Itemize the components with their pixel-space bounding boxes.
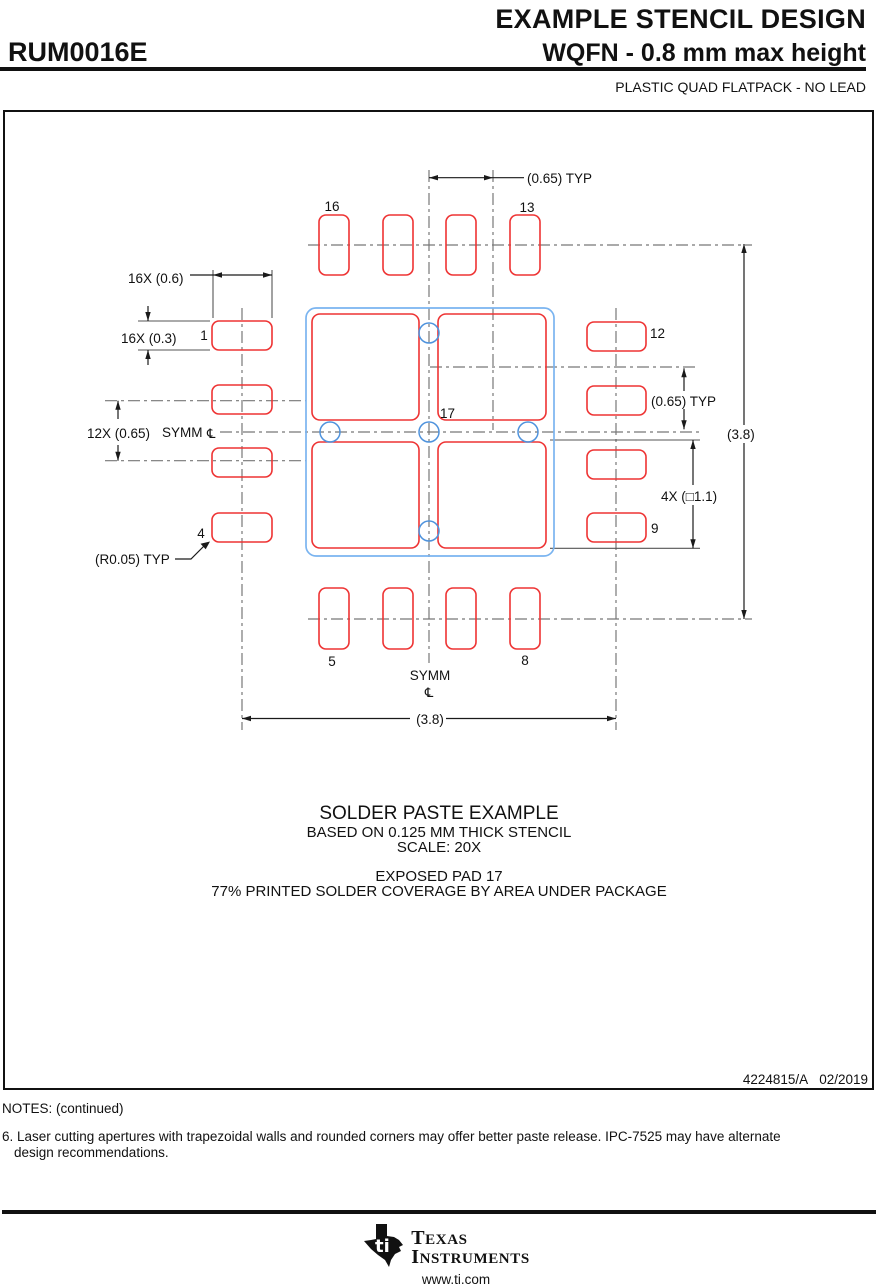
dim-pitch-top: (0.65) TYP [527, 171, 593, 186]
dim-corner-radius: (R0.05) TYP [95, 552, 170, 567]
footer-divider [2, 1210, 876, 1214]
caption-scale: SCALE: 20X [396, 839, 482, 856]
pin-label-4: 4 [197, 526, 205, 541]
pin-label-17: 17 [440, 406, 456, 421]
dim-body-width: (3.8) [416, 712, 444, 727]
ti-logo [0, 1224, 878, 1268]
texas-map-icon [364, 1224, 404, 1268]
dim-body-height: (3.8) [727, 427, 755, 442]
part-number: RUM0016E [8, 37, 148, 67]
note-6-line-1: 6. Laser cutting apertures with trapezoidal walls and rounded corners may offer better paste release. IPC-7525 may have alternate [2, 1129, 781, 1144]
symm-label-left: SYMM [162, 425, 203, 440]
centerline-symbol-left: ℄ [207, 427, 216, 442]
dim-pitch-right: (0.65) TYP [651, 394, 717, 409]
caption-exposed-pad: EXPOSED PAD 17 [375, 868, 503, 885]
caption-stencil-thickness: BASED ON 0.125 MM THICK STENCIL [306, 824, 572, 841]
package-height-subtitle: WQFN - 0.8 mm max height [542, 39, 866, 67]
svg-text:ti: ti [375, 1236, 390, 1257]
dim-pad-width: 16X (0.6) [128, 271, 184, 286]
caption-coverage: 77% PRINTED SOLDER COVERAGE BY AREA UNDER PACKAGE [211, 883, 667, 900]
pin-label-9: 9 [651, 521, 659, 536]
pin-label-5: 5 [328, 654, 336, 669]
epad-aperture-tl [312, 314, 419, 420]
document-number [743, 1072, 868, 1087]
dim-center-pad: 4X (□1.1) [661, 489, 718, 504]
pin-label-12: 12 [650, 326, 666, 341]
ti-wordmark [411, 1227, 530, 1268]
dim-pad-height: 16X (0.3) [121, 331, 177, 346]
symm-label-bottom: SYMM [409, 668, 451, 683]
pin-label-16: 16 [324, 199, 340, 214]
notes-heading: NOTES: (continued) [2, 1101, 124, 1116]
epad-aperture-bl [312, 442, 419, 548]
centerline-symbol-bottom: ℄ [424, 686, 434, 701]
dimension-arrowheads [115, 175, 746, 721]
ti-wordmark-instruments: INSTRUMENTS [411, 1246, 530, 1268]
ti-wordmark-texas: TEXAS [411, 1227, 468, 1249]
dim-pitch-left: 12X (0.65) [87, 426, 151, 441]
page-title: EXAMPLE STENCIL DESIGN [495, 4, 866, 34]
pin-label-8: 8 [521, 653, 529, 668]
caption-title: SOLDER PASTE EXAMPLE [319, 803, 559, 824]
centerlines [105, 170, 752, 730]
pin-label-1: 1 [200, 328, 208, 343]
revision-date: 02/2019 [819, 1072, 868, 1087]
drawing-number: 4224815/A [742, 1072, 809, 1087]
dimension-lines [118, 178, 744, 719]
note-6-line-2: design recommendations. [14, 1145, 169, 1160]
ti-website-link[interactable]: www.ti.com [421, 1272, 491, 1287]
epad-aperture-br [438, 442, 546, 548]
package-type-label: PLASTIC QUAD FLATPACK - NO LEAD [615, 79, 866, 95]
pin-label-13: 13 [519, 200, 535, 215]
